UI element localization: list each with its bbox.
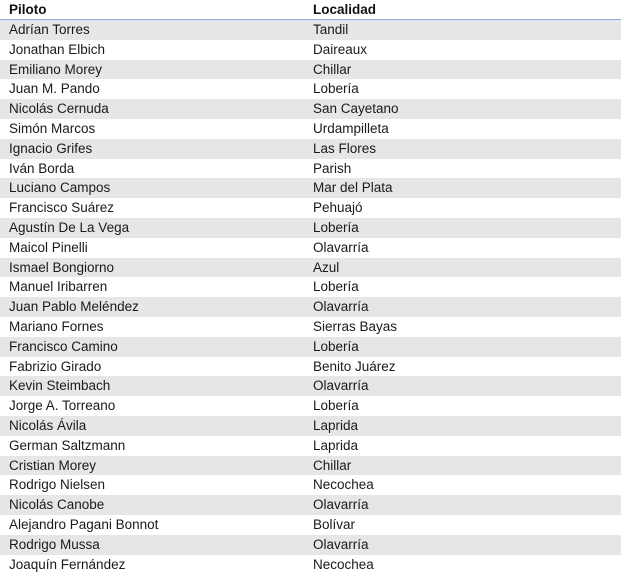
- table-row: [0, 376, 621, 396]
- table-row: [0, 238, 621, 258]
- cell-localidad: Necochea: [313, 477, 374, 493]
- table-row: [0, 159, 621, 179]
- cell-piloto: Adrían Torres: [9, 22, 90, 37]
- cell-piloto: Maicol Pinelli: [9, 239, 88, 255]
- table-row: [0, 20, 621, 40]
- table-row: [0, 178, 621, 198]
- cell-localidad: Laprida: [313, 437, 359, 453]
- table-row: [0, 456, 621, 476]
- cell-piloto: Juan Pablo Meléndez: [9, 299, 139, 315]
- cell-piloto: Agustín De La Vega: [9, 219, 130, 235]
- table-row: [0, 60, 621, 80]
- cell-localidad: Lobería: [313, 81, 359, 97]
- cell-localidad: Mar del Plata: [313, 180, 393, 196]
- cell-localidad: Las Flores: [313, 140, 377, 156]
- table-row: [0, 317, 621, 337]
- cell-piloto: Mariano Fornes: [9, 318, 104, 334]
- cell-piloto: Luciano Campos: [9, 180, 111, 196]
- cell-localidad: Olavarría: [313, 536, 369, 552]
- cell-localidad: Lobería: [313, 219, 359, 235]
- cell-piloto: Cristian Morey: [9, 457, 97, 473]
- table-header-row: [0, 0, 621, 20]
- table-row: [0, 99, 621, 119]
- cell-localidad: Lobería: [313, 279, 359, 295]
- cell-piloto: Jonathan Elbich: [9, 41, 106, 57]
- cell-piloto: German Saltzmann: [9, 437, 126, 453]
- cell-localidad: Urdampilleta: [313, 120, 389, 136]
- cell-piloto: Nicolás Cernuda: [9, 101, 109, 117]
- cell-piloto: Nicolás Ávila: [9, 417, 87, 433]
- column-header-localidad: Localidad: [313, 2, 377, 17]
- cell-localidad: Bolívar: [313, 516, 356, 532]
- cell-localidad: Lobería: [313, 338, 359, 354]
- cell-localidad: Benito Juárez: [313, 358, 396, 374]
- cell-localidad: Pehuajó: [313, 200, 363, 216]
- cell-localidad: Daireaux: [313, 41, 368, 57]
- cell-localidad: Olavarría: [313, 299, 369, 315]
- table-row: [0, 337, 621, 357]
- table-body: [0, 20, 621, 574]
- cell-piloto: Manuel Iribarren: [9, 279, 108, 295]
- column-header-piloto: Piloto: [9, 2, 47, 17]
- table-row: [0, 198, 621, 218]
- table-row: [0, 258, 621, 278]
- cell-piloto: Francisco Camino: [9, 338, 118, 354]
- table-row: [0, 79, 621, 99]
- cell-localidad: San Cayetano: [313, 101, 399, 117]
- table-row: [0, 139, 621, 159]
- cell-localidad: Azul: [313, 259, 340, 275]
- cell-localidad: Chillar: [313, 61, 352, 77]
- cell-localidad: Chillar: [313, 457, 352, 473]
- cell-localidad: Olavarría: [313, 497, 369, 513]
- cell-localidad: Lobería: [313, 398, 359, 414]
- cell-piloto: Alejandro Pagani Bonnot: [9, 516, 159, 532]
- table-row: [0, 515, 621, 535]
- table-row: [0, 119, 621, 139]
- cell-piloto: Juan M. Pando: [9, 81, 100, 97]
- cell-localidad: Sierras Bayas: [313, 318, 398, 334]
- table-row: [0, 416, 621, 436]
- table-row: [0, 357, 621, 377]
- cell-piloto: Rodrigo Nielsen: [9, 477, 106, 493]
- table-row: [0, 396, 621, 416]
- cell-localidad: Olavarría: [313, 378, 369, 394]
- cell-piloto: Francisco Suárez: [9, 200, 115, 216]
- cell-localidad: Tandil: [313, 22, 349, 37]
- cell-piloto: Nicolás Canobe: [9, 497, 105, 513]
- cell-piloto: Fabrizio Girado: [9, 358, 102, 374]
- table-row: [0, 297, 621, 317]
- table-row: [0, 218, 621, 238]
- cell-piloto: Simón Marcos: [9, 120, 96, 136]
- cell-localidad: Laprida: [313, 417, 359, 433]
- cell-piloto: Iván Borda: [9, 160, 75, 176]
- cell-piloto: Ignacio Grifes: [9, 140, 93, 156]
- cell-piloto: Jorge A. Torreano: [9, 398, 116, 414]
- table-row: [0, 555, 621, 575]
- table-row: [0, 40, 621, 60]
- table-row: [0, 535, 621, 555]
- cell-piloto: Kevin Steimbach: [9, 378, 111, 394]
- cell-piloto: Rodrigo Mussa: [9, 536, 100, 552]
- cell-localidad: Necochea: [313, 556, 374, 572]
- cell-piloto: Emiliano Morey: [9, 61, 103, 77]
- table-row: [0, 277, 621, 297]
- cell-localidad: Olavarría: [313, 239, 369, 255]
- cell-piloto: Ismael Bongiorno: [9, 259, 115, 275]
- cell-piloto: Joaquín Fernández: [9, 556, 126, 572]
- cell-localidad: Parish: [313, 160, 352, 176]
- table-row: [0, 475, 621, 495]
- table-row: [0, 495, 621, 515]
- table-row: [0, 436, 621, 456]
